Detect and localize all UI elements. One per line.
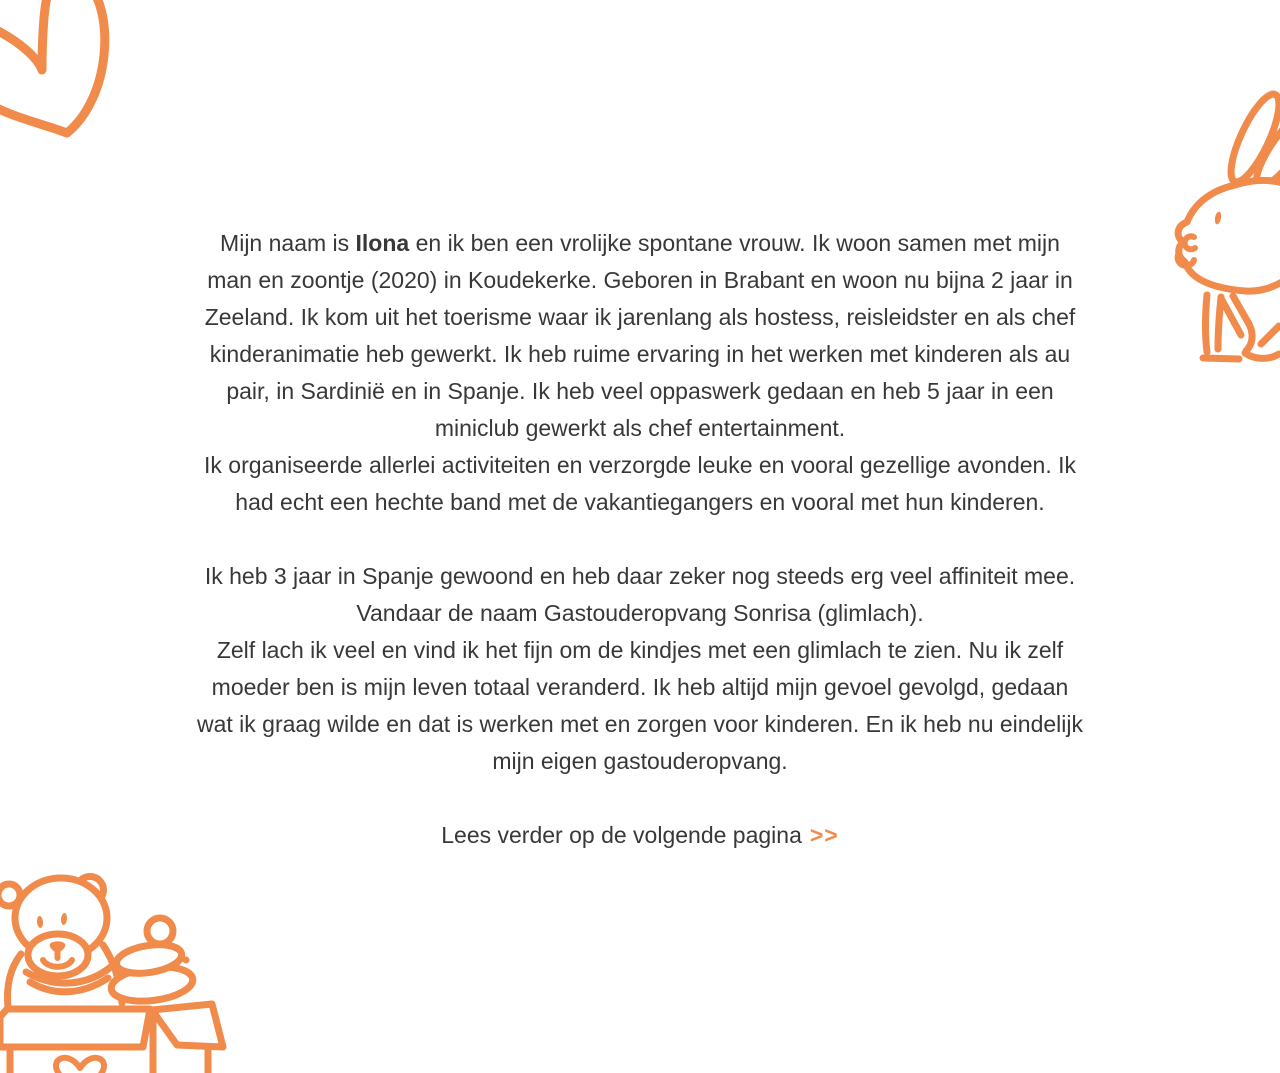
bio-text-line: Ik organiseerde allerlei activiteiten en verzorgde leuke en vooral gezellige avonden. Ik — [204, 452, 1076, 478]
bio-text-line: Zeeland. Ik kom uit het toerisme waar ik jarenlang als hostess, reisleidster en als chef — [204, 304, 1076, 330]
bio-intro-suffix: en ik ben een vrolijke spontane vrouw. Ik woon samen met mijn — [409, 230, 1060, 256]
bio-text-line: miniclub gewerkt als chef entertainment. — [434, 415, 846, 441]
heart-shape — [0, 0, 105, 133]
bio-text-line: moeder ben is mijn leven totaal veranderd. Ik heb altijd mijn gevoel gevolgd, gedaan — [211, 674, 1069, 700]
stacking-ring-dot — [183, 957, 190, 964]
stacking-ring-knob — [147, 918, 173, 944]
box-heart-decal — [56, 1058, 104, 1073]
bio-text-line: kinderanimatie heb gewerkt. Ik heb ruime ervaring in het werken met kinderen als au — [209, 341, 1071, 367]
bio-intro-line — [0, 225, 1280, 262]
bio-text-line: mijn eigen gastouderopvang. — [492, 748, 788, 774]
bio-intro-prefix: Mijn naam is — [220, 230, 356, 256]
box-left-flap — [0, 1009, 150, 1047]
bio-text-line: wat ik graag wilde en dat is werken met en zorgen voor kinderen. En ik heb nu eindelijk — [197, 711, 1083, 737]
read-more-line — [0, 817, 1280, 854]
bio-name-bold: Ilona — [355, 230, 410, 256]
bio-text-line: Zelf lach ik veel en vind ik het fijn om de kindjes met een glimlach te zien. Nu ik zelf — [216, 637, 1064, 663]
bio-text-line: had echt een hechte band met de vakantiegangers en vooral met hun kinderen. — [235, 489, 1045, 515]
bio-text-block — [0, 225, 1280, 854]
bear-body-left — [8, 954, 21, 1008]
bio-paragraph-2 — [0, 558, 1280, 780]
bio-text-line: man en zoontje (2020) in Koudekerke. Geboren in Brabant en woon nu bijna 2 jaar in — [207, 267, 1073, 293]
bio-text-line: pair, in Sardinië en in Spanje. Ik heb veel oppaswerk gedaan en heb 5 jaar in een — [226, 378, 1054, 404]
read-more-arrows: >> — [809, 822, 839, 848]
bio-text-line: Ik heb 3 jaar in Spanje gewoond en heb daar zeker nog steeds erg veel affiniteit mee. — [204, 563, 1076, 589]
paragraph-gap — [0, 521, 1280, 558]
teddy-bear-toy-box-icon — [0, 865, 240, 1073]
read-more-text: Lees verder op de volgende pagina — [441, 822, 802, 848]
heart-outline-icon — [0, 0, 125, 148]
paragraph-gap — [0, 780, 1280, 817]
bio-text-line: Vandaar de naam Gastouderopvang Sonrisa (glimlach). — [356, 600, 924, 626]
bio-paragraph-1 — [0, 262, 1280, 521]
box-right-flap — [152, 1004, 223, 1047]
